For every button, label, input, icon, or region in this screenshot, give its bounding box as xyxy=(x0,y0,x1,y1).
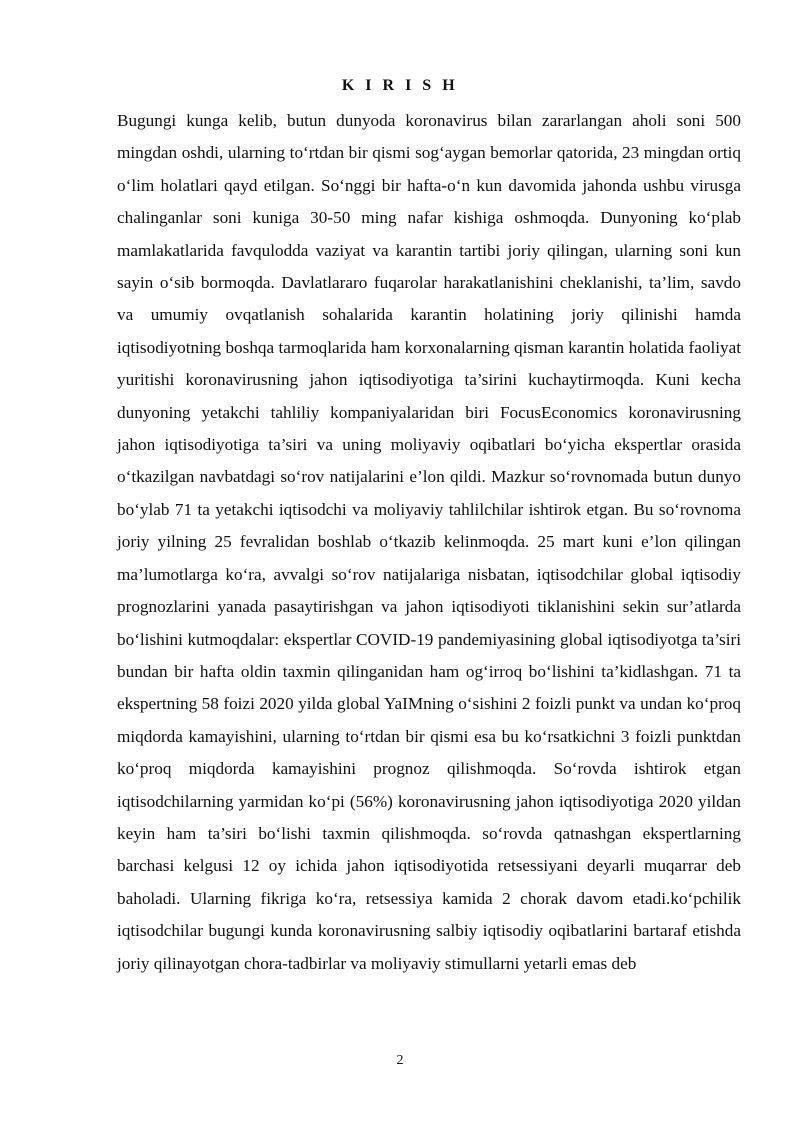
section-heading: K I R I S H xyxy=(341,77,459,94)
page-number: 2 xyxy=(396,1053,404,1068)
body-paragraph: Bugungi kunga kelib, butun dunyoda koronavirus bilan zararlangan aholi soni 500 mingdan oshdi, ularning to‘rtdan bir qismi sog‘aygan bemorlar qatorida, 23 mingdan ortiq o‘lim holatlari qayd etilgan. So‘nggi bir hafta-o‘n kun davomida jahonda ushbu virusga chalinganlar soni kuniga 30-50 ming nafar kishiga oshmoqda. Dunyoning ko‘plab mamlakatlarida favqulodda vaziyat va karantin tartibi joriy qilingan, ularning soni kun sayin o‘sib bormoqda. Davlatlararo fuqarolar harakatlanishini cheklanishi, ta’lim, savdo va umumiy ovqatlanish sohalarida karantin holatining joriy qilinishi hamda iqtisodiyotning boshqa tarmoqlarida ham korxonalarning qisman karantin holatida faoliyat yuritishi koronavirusning jahon iqtisodiyotiga ta’sirini kuchaytirmoqda. Kuni kecha dunyoning yetakchi tahliliy kompaniyalaridan biri FocusEconomics koronavirusning jahon iqtisodiyotiga ta’siri va uning moliyaviy oqibatlari bo‘yicha ekspertlar orasida o‘tkazilgan navbatdagi so‘rov natijalarini e’lon qildi. Mazkur so‘rovnomada butun dunyo bo‘ylab 71 ta yetakchi iqtisodchi va moliyaviy tahlilchilar ishtirok etgan. Bu so‘rovnoma joriy yilning 25 fevralidan boshlab o‘tkazib kelinmoqda. 25 mart kuni e’lon qilingan ma’lumotlarga ko‘ra, avvalgi so‘rov natijalariga nisbatan, iqtisodchilar global iqtisodiy prognozlarini yanada pasaytirishgan va jahon iqtisodiyoti tiklanishini sekin sur’atlarda bo‘lishini kutmoqdalar: ekspertlar COVID-19 pandemiyasining global iqtisodiyotga ta’siri bundan bir hafta oldin taxmin qilinganidan ham og‘irroq bo‘lishini ta’kidlashgan. 71 ta ekspertning 58 foizi 2020 yilda global YaIMning o‘sishini 2 foizli punkt va undan ko‘proq miqdorda kamayishini, ularning to‘rtdan bir qismi esa bu ko‘rsatkichni 3 foizli punktdan ko‘proq miqdorda kamayishini prognoz qilishmoqda. So‘rovda ishtirok etgan iqtisodchilarning yarmidan ko‘pi (56%) koronavirusning jahon iqtisodiyotiga 2020 yildan keyin ham ta’siri bo‘lishi taxmin qilishmoqda. so‘rovda qatnashgan ekspertlarning barchasi kelgusi 12 oy ichida jahon iqtisodiyotida retsessiyani deyarli muqarrar deb baholadi. Ularning fikriga ko‘ra, retsessiya kamida 2 chorak davom etadi.ko‘pchilik iqtisodchilar bugungi kunda koronavirusning salbiy iqtisodiy oqibatlarini bartaraf etishda joriy qilinayotgan chora-tadbirlar va moliyaviy stimullarni yetarli emas deb xyxy=(117,111,741,973)
